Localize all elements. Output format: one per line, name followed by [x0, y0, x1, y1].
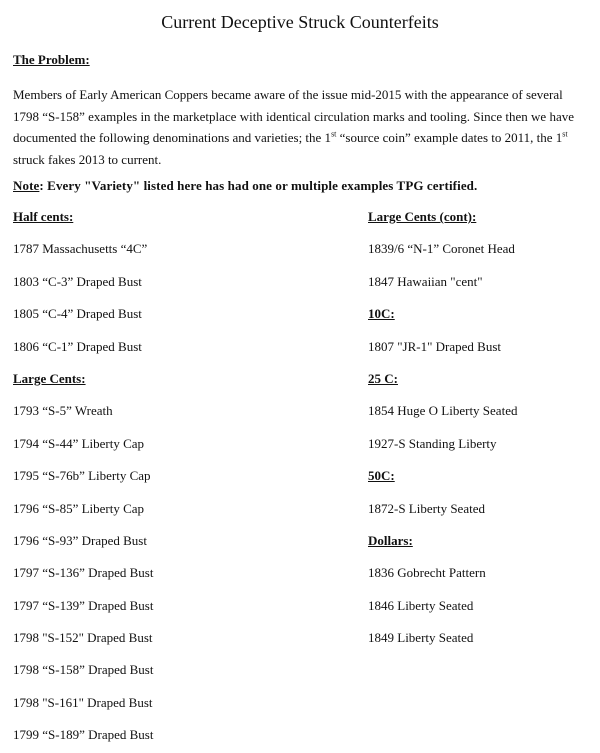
- problem-text-part1: Members of Early American Coppers became aware of the issue mid-2015 with the appearance of several 1798 “S-158” examples in the marketplace with identical circulation marks and tooling. Since then we have documented the following denominations and varieties; the 1: [13, 87, 574, 145]
- list-item: 1854 Huge O Liberty Seated: [368, 403, 518, 419]
- note-text: : Every "Variety" listed here has had one or multiple examples TPG certified.: [39, 178, 478, 193]
- list-item: 1797 “S-136” Draped Bust: [13, 565, 154, 581]
- section-heading: Large Cents:: [13, 370, 86, 386]
- list-item: 1798 “S-158” Draped Bust: [13, 662, 154, 678]
- note-line: [13, 178, 477, 194]
- section-heading: Dollars:: [368, 532, 413, 548]
- list-item: 1846 Liberty Seated: [368, 597, 474, 613]
- list-item: 1803 “C-3” Draped Bust: [13, 273, 142, 289]
- list-item: 1796 “S-85” Liberty Cap: [13, 500, 145, 516]
- list-item: 1839/6 “N-1” Coronet Head: [368, 241, 515, 257]
- list-item: 1836 Gobrecht Pattern: [368, 565, 486, 581]
- section-heading: 50C:: [368, 468, 395, 484]
- list-item: 1872-S Liberty Seated: [368, 500, 485, 516]
- list-item: 1798 "S-152" Draped Bust: [13, 630, 153, 646]
- section-heading: 25 C:: [368, 370, 398, 386]
- list-item: 1849 Liberty Seated: [368, 630, 474, 646]
- section-heading: 10C:: [368, 306, 395, 322]
- section-heading: Large Cents (cont):: [368, 209, 477, 224]
- ordinal-suffix: st: [331, 129, 337, 139]
- problem-heading: The Problem:: [13, 52, 90, 67]
- list-item: 1787 Massachusetts “4C”: [13, 241, 148, 257]
- list-item: 1805 “C-4” Draped Bust: [13, 306, 142, 322]
- left-column: [13, 201, 333, 752]
- ordinal-suffix: st: [562, 129, 568, 139]
- list-item: 1806 “C-1” Draped Bust: [13, 338, 142, 354]
- right-column: [368, 201, 593, 654]
- list-item: 1796 “S-93” Draped Bust: [13, 532, 147, 548]
- list-item: 1807 "JR-1" Draped Bust: [368, 338, 502, 354]
- section-heading: Half cents:: [13, 209, 74, 224]
- problem-paragraph: [13, 84, 588, 170]
- list-item: 1795 “S-76b” Liberty Cap: [13, 468, 151, 484]
- list-item: 1927-S Standing Liberty: [368, 435, 497, 451]
- list-item: 1798 "S-161" Draped Bust: [13, 694, 153, 710]
- page-title: Current Deceptive Struck Counterfeits: [161, 12, 439, 32]
- list-item: 1799 “S-189” Draped Bust: [13, 727, 154, 743]
- list-item: 1793 “S-5” Wreath: [13, 403, 113, 419]
- problem-text-part3: struck fakes 2013 to current.: [13, 151, 162, 167]
- list-item: 1797 “S-139” Draped Bust: [13, 597, 154, 613]
- list-item: 1794 “S-44” Liberty Cap: [13, 435, 145, 451]
- list-item: 1847 Hawaiian "cent": [368, 273, 483, 289]
- problem-text-part2: “source coin” example dates to 2011, the 1: [336, 130, 563, 145]
- note-label: Note: [13, 178, 40, 193]
